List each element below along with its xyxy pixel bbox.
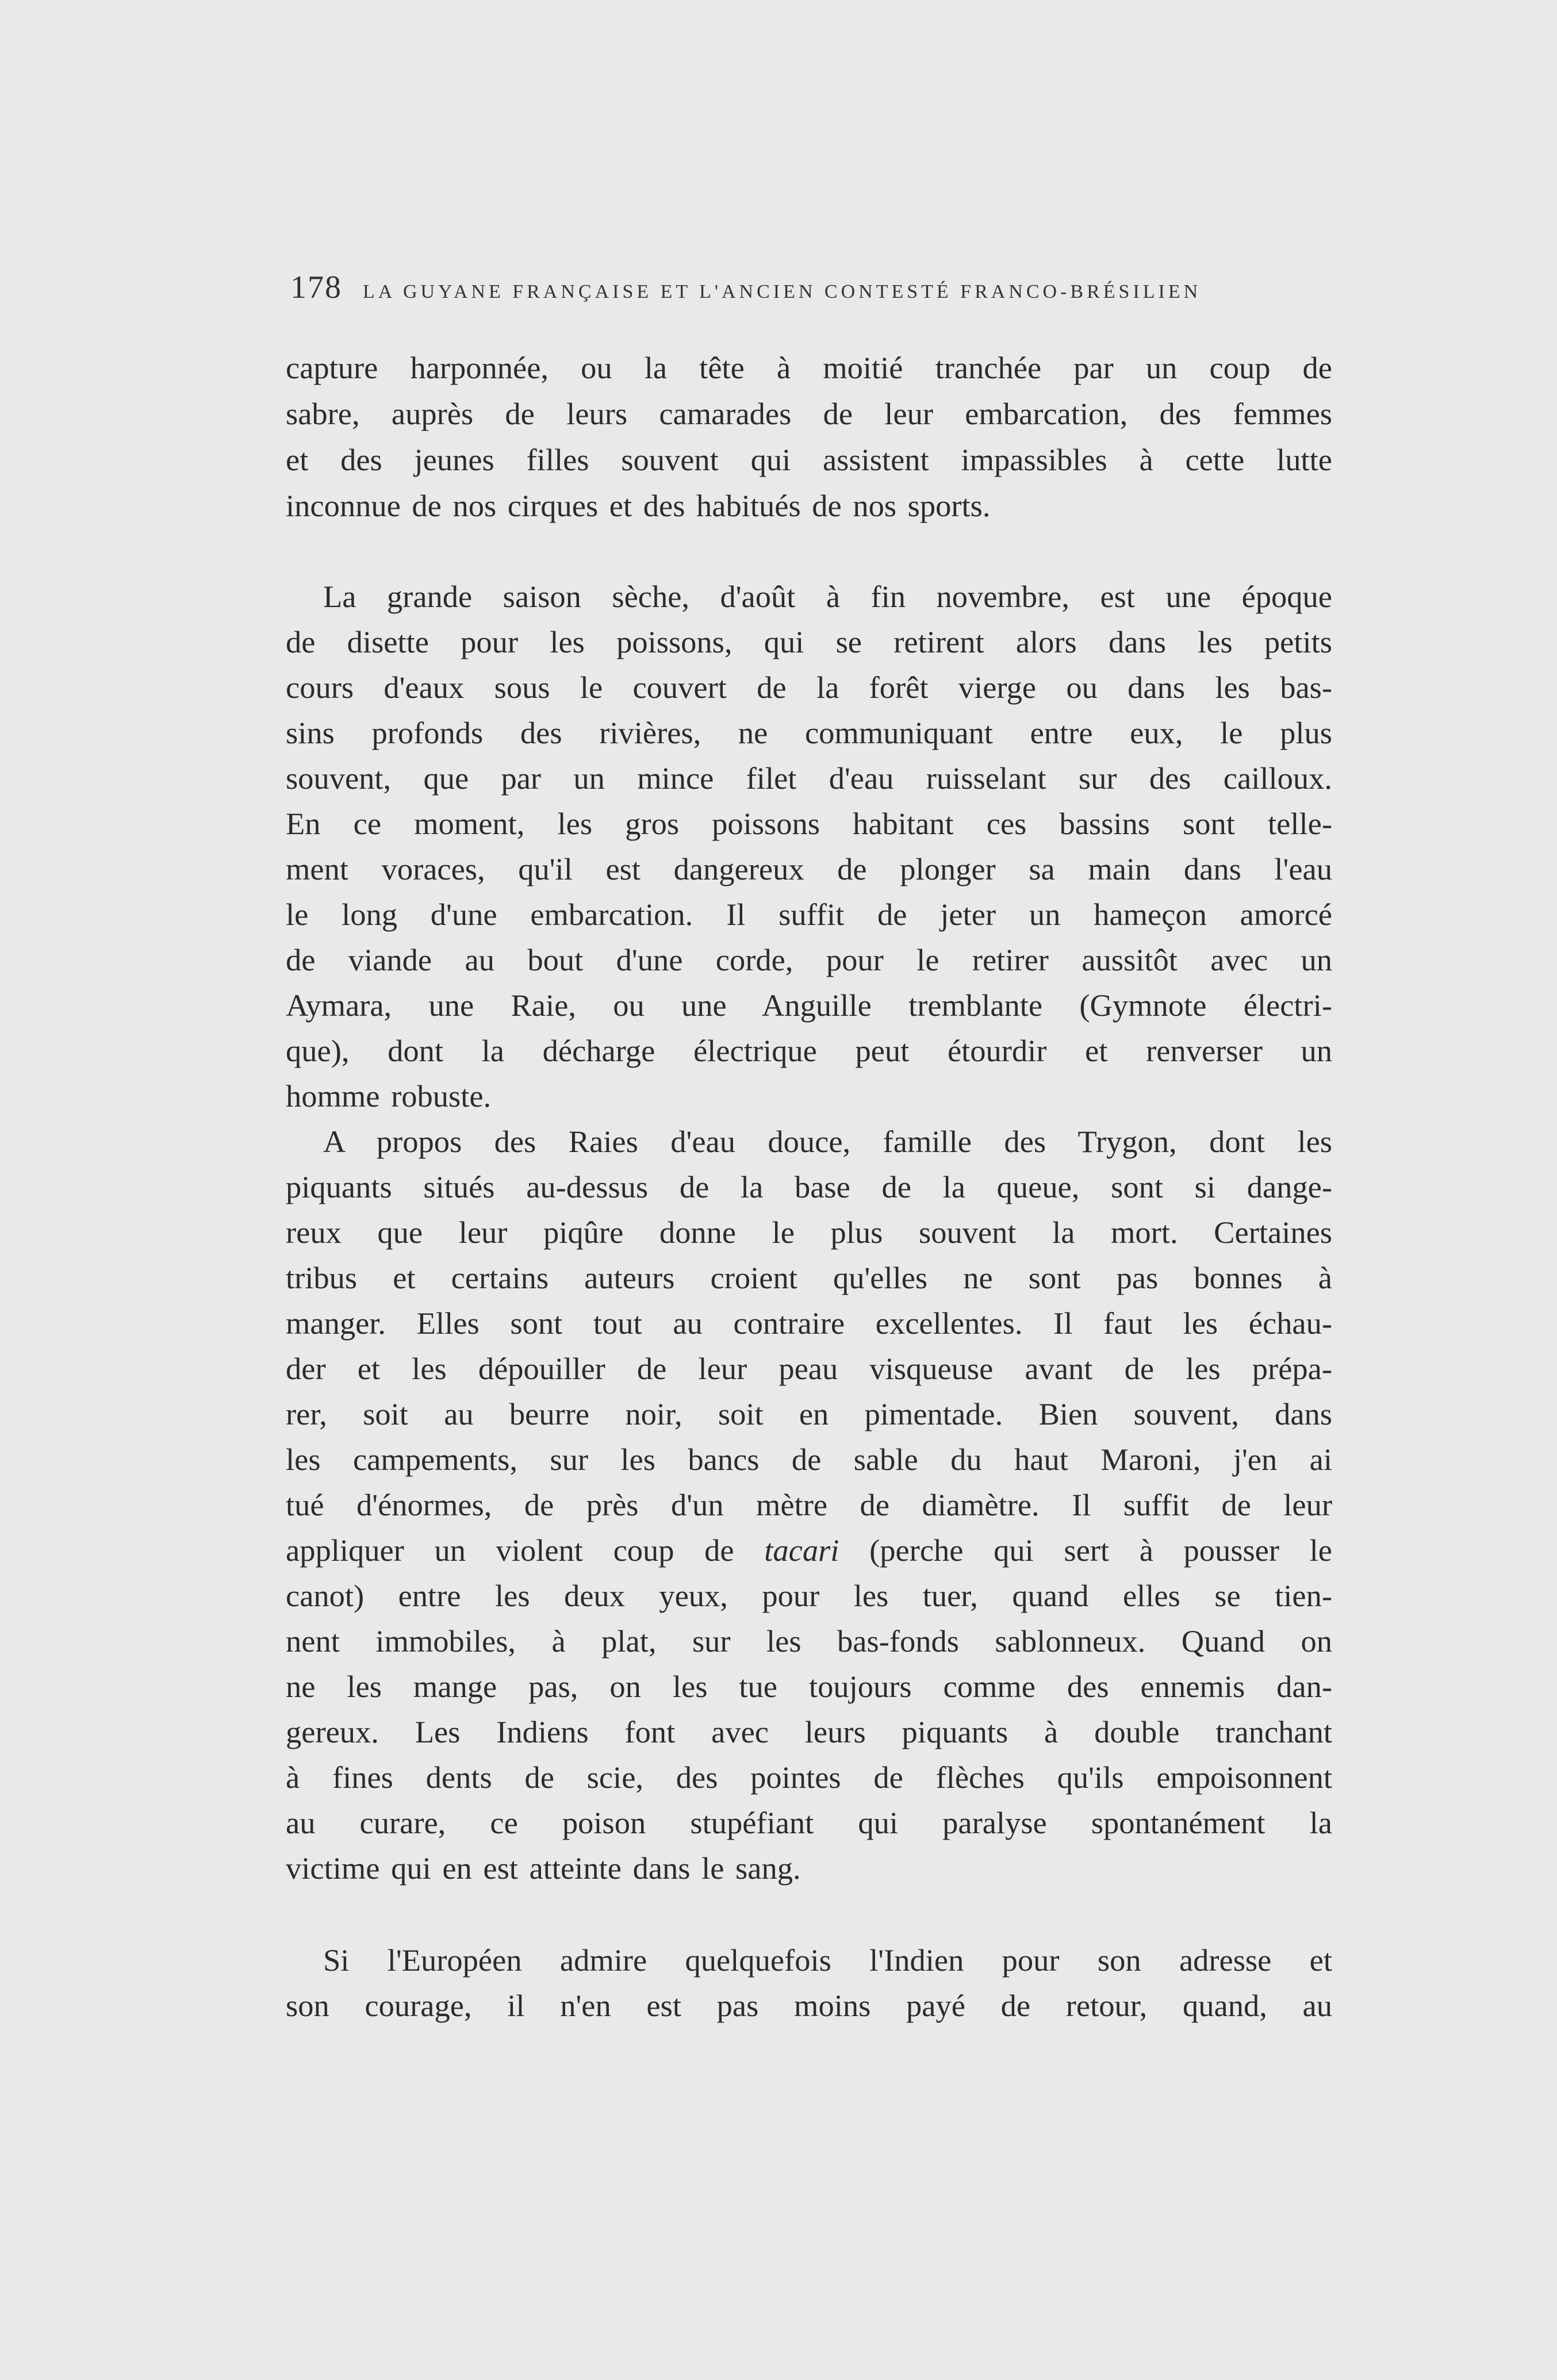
text-line: capture harponnée, ou la tête à moitié tranchée par un coup de	[286, 350, 1332, 385]
text-line: ne les mange pas, on les tue toujours comme des ennemis dan-	[286, 1669, 1332, 1704]
text-line: de disette pour les poissons, qui se retirent alors dans les petits	[286, 624, 1332, 659]
paragraph-start-line: La grande saison sèche, d'août à fin novembre, est une époque	[323, 579, 1332, 614]
text-line: les campements, sur les bancs de sable du haut Maroni, j'en ai	[286, 1442, 1332, 1477]
paragraph-start-line: Si l'Européen admire quelquefois l'Indien pour son adresse et	[323, 1943, 1332, 1978]
text-line: Aymara, une Raie, ou une Anguille tremblante (Gymnote électri-	[286, 988, 1332, 1023]
text-line: cours d'eaux sous le couvert de la forêt vierge ou dans les bas-	[286, 670, 1332, 705]
text-line: le long d'une embarcation. Il suffit de jeter un hameçon amorcé	[286, 897, 1332, 932]
text-line: manger. Elles sont tout au contraire excellentes. Il faut les échau-	[286, 1306, 1332, 1341]
text-line: der et les dépouiller de leur peau visqueuse avant de les prépa-	[286, 1351, 1332, 1386]
text-segment: appliquer un violent coup de	[286, 1533, 734, 1568]
text-line: sabre, auprès de leurs camarades de leur embarcation, des femmes	[286, 396, 1332, 431]
text-line: victime qui en est atteinte dans le sang.	[286, 1851, 801, 1886]
text-line: tribus et certains auteurs croient qu'elles ne sont pas bonnes à	[286, 1260, 1332, 1295]
text-line-with-italic	[286, 1527, 1332, 1573]
text-line: son courage, il n'en est pas moins payé de retour, quand, au	[286, 1988, 1332, 2023]
text-line: tué d'énormes, de près d'un mètre de diamètre. Il suffit de leur	[286, 1487, 1332, 1522]
text-line: et des jeunes filles souvent qui assistent impassibles à cette lutte	[286, 442, 1332, 477]
text-line: ment voraces, qu'il est dangereux de plonger sa main dans l'eau	[286, 851, 1332, 886]
text-line: canot) entre les deux yeux, pour les tuer, quand elles se tien-	[286, 1578, 1332, 1613]
text-line: inconnue de nos cirques et des habitués de nos sports.	[286, 488, 991, 523]
text-line: à fines dents de scie, des pointes de flèches qu'ils empoisonnent	[286, 1760, 1332, 1795]
text-line: sins profonds des rivières, ne communiquant entre eux, le plus	[286, 715, 1332, 750]
text-line: gereux. Les Indiens font avec leurs piquants à double tranchant	[286, 1714, 1332, 1749]
text-segment: (perche qui sert à pousser le	[869, 1533, 1332, 1568]
text-line: de viande au bout d'une corde, pour le retirer aussitôt avec un	[286, 942, 1332, 977]
page-number: 178	[290, 270, 342, 305]
text-line: que), dont la décharge électrique peut étourdir et renverser un	[286, 1033, 1332, 1068]
paragraph-start-line: A propos des Raies d'eau douce, famille des Trygon, dont les	[323, 1124, 1332, 1159]
text-line: reux que leur piqûre donne le plus souvent la mort. Certaines	[286, 1215, 1332, 1250]
running-head	[290, 269, 1325, 306]
text-line: homme robuste.	[286, 1078, 492, 1114]
running-title: LA GUYANE FRANÇAISE ET L'ANCIEN CONTESTÉ FRANCO-BRÉSILIEN	[363, 281, 1202, 302]
text-line: En ce moment, les gros poissons habitant ces bassins sont telle-	[286, 806, 1332, 841]
text-line: piquants situés au-dessus de la base de la queue, sont si dange-	[286, 1169, 1332, 1204]
text-line: nent immobiles, à plat, sur les bas-fonds sablonneux. Quand on	[286, 1623, 1332, 1659]
italic-term: tacari	[764, 1533, 839, 1568]
text-line: au curare, ce poison stupéfiant qui paralyse spontanément la	[286, 1805, 1332, 1840]
text-line: rer, soit au beurre noir, soit en pimentade. Bien souvent, dans	[286, 1396, 1332, 1431]
text-line: souvent, que par un mince filet d'eau ruisselant sur des cailloux.	[286, 761, 1332, 796]
